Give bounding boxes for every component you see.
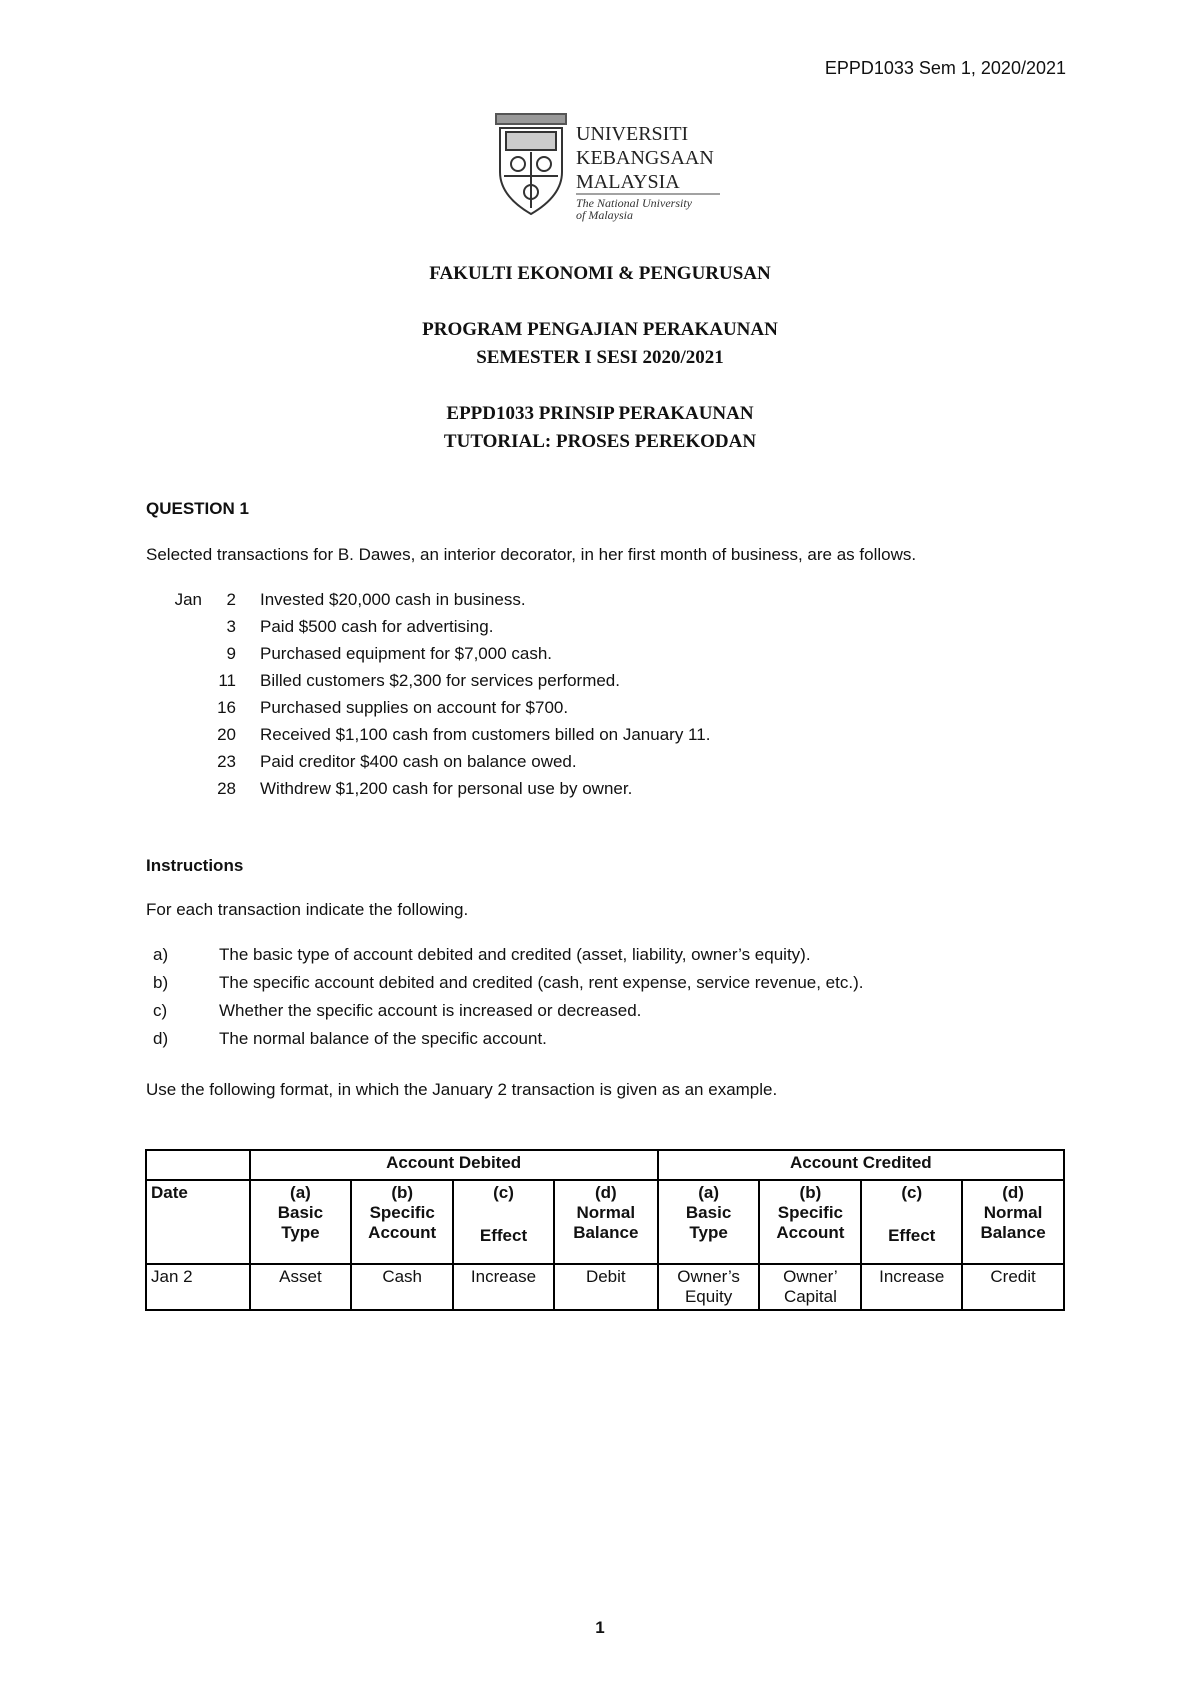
question-title: QUESTION 1 [146,499,249,518]
svg-text:MALAYSIA: MALAYSIA [576,171,680,193]
transaction-month: Jan [174,590,202,609]
program-title: PROGRAM PENGAJIAN PERAKAUNAN [422,319,778,340]
transaction-item [146,617,493,637]
debit-specific-account-header: (b) Specific Account [351,1180,453,1264]
transaction-text: Purchased supplies on account for $700. [260,698,569,717]
transaction-day: 16 [217,698,236,717]
debit-basic-type-header: (a) Basic Type [250,1180,352,1264]
semester-title: SEMESTER I SESI 2020/2021 [476,347,724,368]
transaction-day: 20 [217,725,236,744]
transaction-item [146,698,568,718]
debit-effect: Increase [453,1264,554,1310]
crest-icon [496,114,566,214]
instruction-item [153,1001,641,1021]
instruction-text: Whether the specific account is increased or decreased. [219,1001,642,1020]
instruction-key: d) [153,1029,169,1048]
instruction-text: The specific account debited and credited (cash, rent expense, service revenue, etc.). [219,973,864,992]
instruction-key: c) [153,1001,168,1020]
instructions-intro: For each transaction indicate the following. [146,900,469,919]
svg-text:of Malaysia: of Malaysia [576,208,633,222]
transaction-text: Withdrew $1,200 cash for personal use by owner. [260,779,633,798]
transaction-item [146,590,526,610]
credit-normal-balance: Credit [962,1264,1064,1310]
account-debited-header: Account Debited [250,1150,658,1180]
transaction-day: 3 [226,617,236,636]
account-format-table [145,1149,1065,1311]
credit-normal-balance-header: (d) Normal Balance [962,1180,1064,1264]
transaction-text: Received $1,100 cash from customers billed on January 11. [260,725,711,744]
table-row [146,1264,1064,1310]
transaction-item [146,725,710,745]
credit-specific-account-header: (b) Specific Account [759,1180,861,1264]
row-date: Jan 2 [146,1264,250,1310]
credit-effect-header: (c) Effect [861,1180,962,1264]
transaction-item [146,671,620,691]
transaction-day: 28 [217,779,236,798]
credit-basic-type-header: (a) Basic Type [658,1180,760,1264]
course-title: EPPD1033 PRINSIP PERAKAUNAN [446,403,754,424]
instruction-item [153,945,811,965]
transaction-text: Invested $20,000 cash in business. [260,590,526,609]
transaction-text: Billed customers $2,300 for services performed. [260,671,620,690]
transaction-day: 23 [217,752,236,771]
debit-basic-type: Asset [250,1264,352,1310]
instructions-title: Instructions [146,856,244,875]
header-course-code: EPPD1033 Sem 1, 2020/2021 [824,58,1066,78]
account-credited-header: Account Credited [658,1150,1064,1180]
credit-basic-type: Owner’s Equity [658,1264,760,1310]
svg-text:The National University: The National University [576,196,692,210]
table-group-header-row [146,1150,1064,1180]
debit-specific-account: Cash [351,1264,453,1310]
table-column-header-row [146,1180,1064,1264]
tutorial-title: TUTORIAL: PROSES PEREKODAN [443,431,757,452]
svg-text:UNIVERSITI: UNIVERSITI [576,123,689,145]
university-logo [494,110,724,222]
credit-effect: Increase [861,1264,962,1310]
debit-effect-header: (c) Effect [453,1180,554,1264]
instruction-item [153,973,863,993]
debit-normal-balance: Debit [554,1264,658,1310]
faculty-title: FAKULTI EKONOMI & PENGURUSAN [429,263,771,284]
svg-text:KEBANGSAAN: KEBANGSAAN [576,147,714,169]
transaction-day: 11 [218,671,236,690]
transaction-item [146,644,552,664]
table-corner-cell [146,1150,250,1180]
transaction-day: 2 [226,590,236,609]
format-note: Use the following format, in which the January 2 transaction is given as an example. [146,1080,778,1099]
page-number: 1 [595,1618,605,1637]
date-header: Date [146,1180,250,1264]
instruction-key: a) [153,945,169,964]
question-intro: Selected transactions for B. Dawes, an interior decorator, in her first month of business, are as follows. [146,545,917,564]
instruction-item [153,1029,547,1049]
transaction-text: Paid creditor $400 cash on balance owed. [260,752,577,771]
transaction-text: Purchased equipment for $7,000 cash. [260,644,553,663]
credit-specific-account: Owner’ Capital [759,1264,861,1310]
transaction-day: 9 [226,644,236,663]
transaction-item [146,752,577,772]
transaction-item [146,779,632,799]
debit-normal-balance-header: (d) Normal Balance [554,1180,658,1264]
instruction-text: The basic type of account debited and credited (asset, liability, owner’s equity). [219,945,811,964]
instruction-text: The normal balance of the specific account. [219,1029,547,1048]
instruction-key: b) [153,973,169,992]
transaction-text: Paid $500 cash for advertising. [260,617,494,636]
